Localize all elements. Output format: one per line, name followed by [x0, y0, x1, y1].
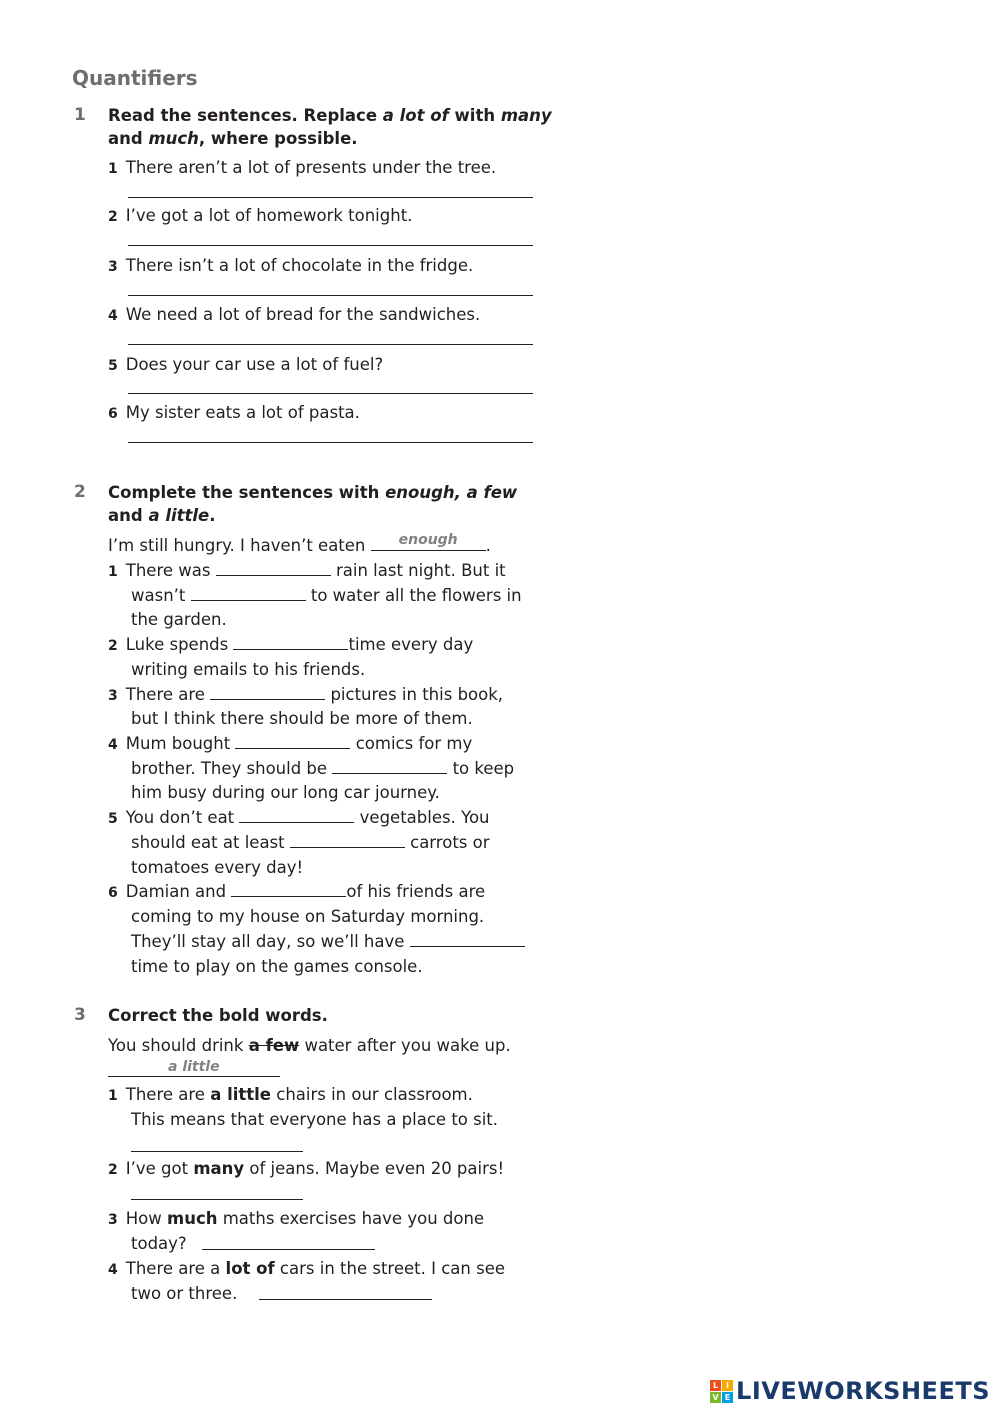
item-number: 2 [108, 638, 118, 654]
liveworksheets-logo [710, 1377, 990, 1405]
example-answer: enough [398, 532, 458, 548]
ex2-item-cont: tomatoes every day! [131, 858, 304, 877]
answer-line[interactable] [259, 1299, 432, 1300]
answer-line[interactable] [128, 344, 533, 345]
item-number: 1 [108, 564, 118, 580]
item-number: 2 [108, 1162, 118, 1178]
item-text: There are [125, 1085, 211, 1104]
ex1-instr-part: much [148, 129, 199, 148]
ex1-instr-part: a lot of [382, 106, 449, 125]
ex1-item [108, 303, 480, 328]
item-text: cars in the street. I can see [274, 1259, 505, 1278]
ex2-item-cont: him busy during our long car journey. [131, 783, 440, 802]
answer-line[interactable] [128, 442, 533, 443]
item-text: Damian and [125, 882, 227, 901]
logo-letter: E [722, 1392, 733, 1403]
ex1-instr-part: , where possible. [198, 129, 358, 148]
ex3-item-cont: today? [131, 1234, 187, 1253]
exercise-3-number: 3 [74, 1005, 86, 1025]
exercise-2-instruction [108, 481, 517, 527]
answer-blank[interactable] [233, 633, 348, 650]
item-text: comics for my [355, 734, 473, 753]
item-text: Does your car use a lot of fuel? [125, 355, 384, 374]
answer-line[interactable] [128, 245, 533, 246]
item-number: 3 [108, 688, 118, 704]
answer-line[interactable] [128, 197, 533, 198]
example-answer-line [108, 1076, 280, 1077]
answer-line[interactable] [128, 393, 533, 394]
answer-line[interactable] [131, 1151, 303, 1152]
ex3-item [108, 1157, 504, 1182]
answer-blank[interactable] [332, 757, 447, 774]
answer-blank[interactable] [290, 831, 405, 848]
ex1-instr-part: many [500, 106, 552, 125]
exercise-1-number: 1 [74, 105, 86, 125]
answer-line[interactable] [202, 1249, 375, 1250]
ex2-item-cont: the garden. [131, 610, 227, 629]
logo-text: LIVEWORKSHEETS [736, 1377, 990, 1405]
ex1-instr-part: with [448, 106, 501, 125]
item-text: There aren’t a lot of presents under the tree. [125, 158, 497, 177]
ex1-instr-part: Read the sentences. Replace [108, 106, 383, 125]
item-number: 6 [108, 885, 118, 901]
item-text: I’ve got a lot of homework tonight. [125, 206, 413, 225]
logo-letter: I [722, 1380, 733, 1391]
item-text: wasn’t [131, 586, 186, 605]
answer-blank[interactable] [231, 880, 346, 897]
ex2-item [108, 732, 472, 757]
item-text: should eat at least [131, 833, 285, 852]
item-number: 2 [108, 209, 118, 225]
item-text: of jeans. Maybe even 20 pairs! [244, 1159, 505, 1178]
ex2-item-cont [131, 930, 525, 954]
ex1-item [108, 204, 412, 229]
item-text: They’ll stay all day, so we’ll have [131, 932, 405, 951]
item-number: 1 [108, 1088, 118, 1104]
ex2-instr-part: enough, a few [385, 483, 518, 502]
item-text: time every day [348, 635, 474, 654]
exercise-3-instruction: Correct the bold words. [108, 1006, 328, 1025]
ex3-item-cont: two or three. [131, 1284, 238, 1303]
example-text: water after you wake up. [299, 1036, 511, 1055]
item-text: of his friends are [346, 882, 486, 901]
ex2-instr-part: . [209, 506, 216, 525]
bold-word: many [193, 1159, 245, 1178]
item-text: rain last night. But it [335, 561, 506, 580]
item-number: 5 [108, 811, 118, 827]
ex2-item [108, 806, 490, 831]
item-text: There isn’t a lot of chocolate in the fridge. [125, 256, 474, 275]
page-title: Quantifiers [72, 66, 198, 90]
item-text: Luke spends [125, 635, 229, 654]
exercise-2-number: 2 [74, 482, 86, 502]
bold-word: a little [210, 1085, 271, 1104]
item-number: 6 [108, 406, 118, 422]
ex2-example [108, 534, 491, 558]
ex2-item-cont [131, 831, 490, 855]
item-text: brother. They should be [131, 759, 328, 778]
item-number: 5 [108, 358, 118, 374]
ex2-item [108, 880, 485, 905]
ex2-item [108, 683, 503, 708]
ex1-item [108, 254, 473, 279]
answer-blank[interactable] [235, 732, 350, 749]
exercise-1-instruction [108, 104, 552, 150]
ex2-item-cont [131, 757, 514, 781]
example-text: I’m still hungry. I haven’t eaten [108, 536, 366, 555]
ex2-item-cont: writing emails to his friends. [131, 660, 366, 679]
item-text: There are [125, 685, 205, 704]
item-number: 4 [108, 1262, 118, 1278]
ex2-item-cont [131, 584, 522, 608]
bold-word: much [167, 1209, 218, 1228]
struck-word: a few [248, 1036, 300, 1055]
ex3-item [108, 1257, 505, 1282]
ex1-item [108, 353, 383, 378]
logo-mark-icon [710, 1380, 733, 1403]
answer-blank[interactable] [210, 683, 325, 700]
ex1-item [108, 401, 360, 426]
item-text: My sister eats a lot of pasta. [125, 403, 360, 422]
item-text: to keep [452, 759, 515, 778]
answer-blank[interactable] [239, 806, 354, 823]
item-text: There was [125, 561, 211, 580]
item-number: 1 [108, 161, 118, 177]
logo-letter: L [710, 1380, 721, 1391]
item-text: pictures in this book, [330, 685, 504, 704]
answer-blank[interactable] [410, 930, 525, 947]
ex2-instr-part: a little [148, 506, 210, 525]
example-text: . [485, 536, 491, 555]
item-number: 4 [108, 737, 118, 753]
ex1-instr-part: and [108, 129, 149, 148]
ex1-item [108, 156, 496, 181]
item-text: chairs in our classroom. [271, 1085, 473, 1104]
answer-blank[interactable] [191, 584, 306, 601]
item-number: 4 [108, 308, 118, 324]
item-text: How [125, 1209, 167, 1228]
ex2-instr-part: and [108, 506, 149, 525]
item-text: vegetables. You [359, 808, 490, 827]
example-answer: a little [168, 1059, 220, 1075]
ex3-example [108, 1034, 511, 1058]
item-text: You don’t eat [125, 808, 235, 827]
ex2-instr-part: Complete the sentences with [108, 483, 386, 502]
item-number: 3 [108, 259, 118, 275]
bold-word: lot of [225, 1259, 275, 1278]
answer-line[interactable] [128, 295, 533, 296]
ex2-item-cont: time to play on the games console. [131, 957, 423, 976]
example-answer-blank [371, 534, 486, 551]
item-text: Mum bought [125, 734, 231, 753]
ex2-item-cont: coming to my house on Saturday morning. [131, 907, 485, 926]
ex3-item-cont: This means that everyone has a place to sit. [131, 1110, 499, 1129]
item-text: maths exercises have you done [217, 1209, 485, 1228]
ex3-item [108, 1207, 484, 1232]
logo-letter: V [710, 1392, 721, 1403]
item-number: 3 [108, 1212, 118, 1228]
item-text: There are a [125, 1259, 226, 1278]
ex2-item-cont: but I think there should be more of them. [131, 709, 473, 728]
item-text: to water all the flowers in [310, 586, 522, 605]
example-text: You should drink [108, 1036, 249, 1055]
item-text: We need a lot of bread for the sandwiches. [125, 305, 481, 324]
answer-blank[interactable] [216, 559, 331, 576]
ex3-item [108, 1083, 473, 1108]
ex2-item [108, 633, 473, 658]
item-text: I’ve got [125, 1159, 194, 1178]
item-text: carrots or [410, 833, 490, 852]
answer-line[interactable] [131, 1199, 303, 1200]
ex2-item [108, 559, 506, 584]
